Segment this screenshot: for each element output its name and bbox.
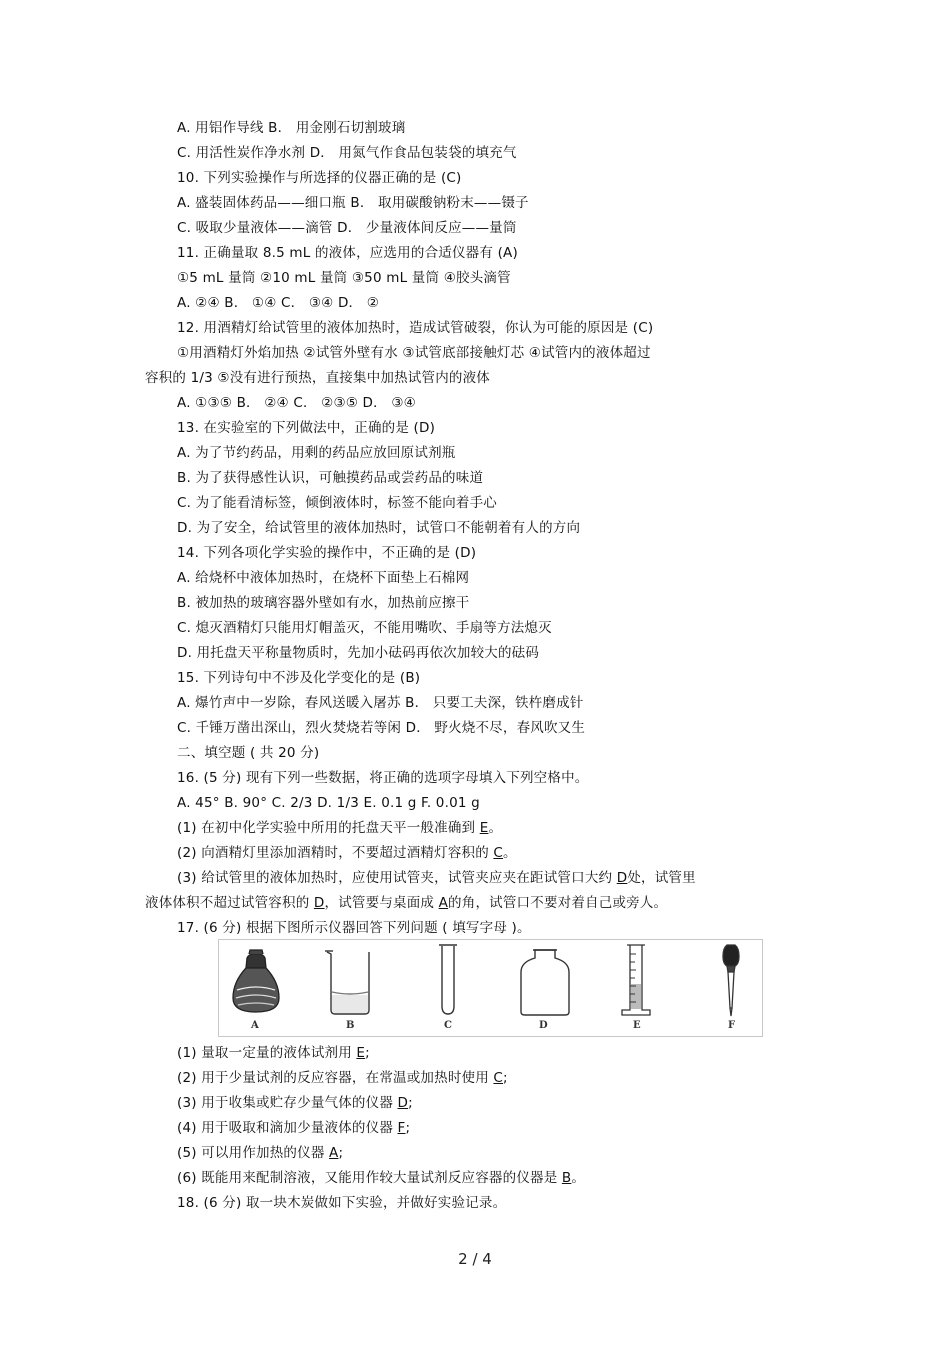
text-segment: 11. 正确量取 8.5 mL 的液体，应选用的合适仪器有 (A) [177, 245, 518, 261]
text-line [177, 792, 480, 814]
text-line [177, 1192, 506, 1214]
text-segment: (6) 既能用来配制溶液，又能用作较大量试剂反应容器的仪器是 [177, 1170, 562, 1186]
answer-blank: D [397, 1095, 409, 1111]
text-segment: 13. 在实验室的下列做法中，正确的是 (D) [177, 420, 436, 436]
text-line [177, 717, 585, 739]
text-segment: A. 45° B. 90° C. 2/3 D. 1/3 E. 0.1 g F. 0.01 g [177, 795, 480, 811]
text-segment: A. ①③⑤ B． ②④ C． ②③⑤ D． ③④ [177, 395, 416, 411]
text-line [177, 467, 483, 489]
text-segment: A. 给烧杯中液体加热时，在烧杯下面垫上石棉网 [177, 570, 470, 586]
figure-label-b: B [346, 1020, 355, 1031]
text-line [177, 1092, 413, 1114]
text-segment: 。 [503, 845, 517, 861]
text-line [177, 1117, 410, 1139]
text-line [177, 842, 517, 864]
text-line [177, 567, 469, 589]
text-line [177, 1167, 585, 1189]
text-segment: B. 为了获得感性认识，可触摸药品或尝药品的味道 [177, 470, 484, 486]
text-segment: 液体体积不超过试管容积的 [145, 895, 314, 911]
text-segment: C. 为了能看清标签，倾倒液体时，标签不能向着手心 [177, 495, 498, 511]
text-segment: C. 用活性炭作净水剂 D． 用氮气作食品包装袋的填充气 [177, 145, 517, 161]
text-line [177, 167, 462, 189]
text-line [177, 617, 552, 639]
test-tube-icon [439, 945, 457, 1014]
text-line [177, 517, 580, 539]
text-line [177, 117, 405, 139]
apparatus-drawing [219, 940, 762, 1036]
text-segment: 二、填空题 ( 共 20 分) [177, 745, 320, 761]
figure-label-e: E [633, 1020, 641, 1031]
text-segment: A. 爆竹声中一岁除，春风送暖入屠苏 B． 只要工夫深，铁杵磨成针 [177, 695, 584, 711]
text-line [177, 1067, 508, 1089]
answer-blank: E [356, 1045, 366, 1061]
text-segment: 。 [571, 1170, 586, 1186]
text-line [177, 742, 319, 764]
text-segment: ; [408, 1095, 413, 1111]
text-segment: A. 盛装固体药品——细口瓶 B． 取用碳酸钠粉末——镊子 [177, 195, 529, 211]
text-line [177, 1042, 370, 1064]
text-segment: 容积的 1/3 ⑤没有进行预热，直接集中加热试管内的液体 [145, 370, 491, 386]
text-segment: ①5 mL 量筒 ②10 mL 量筒 ③50 mL 量筒 ④胶头滴管 [177, 270, 511, 286]
text-line [177, 592, 469, 614]
figure-label-c: C [444, 1020, 452, 1031]
text-line [145, 892, 667, 914]
text-segment: C. 吸取少量液体——滴管 D． 少量液体间反应——量筒 [177, 220, 517, 236]
text-segment: ; [365, 1045, 370, 1061]
text-segment: 的角，试管口不要对着自己或旁人。 [448, 895, 668, 911]
text-segment: (2) 用于少量试剂的反应容器，在常温或加热时使用 [177, 1070, 494, 1086]
text-segment: 17. (6 分) 根据下图所示仪器回答下列问题 ( 填写字母 )。 [177, 920, 531, 936]
text-segment: (5) 可以用作加热的仪器 [177, 1145, 330, 1161]
text-segment: (3) 给试管里的液体加热时，应使用试管夹，试管夹应夹在距试管口大约 [177, 870, 617, 886]
text-segment: C. 千锤万凿出深山，烈火焚烧若等闲 D． 野火烧不尽，春风吹又生 [177, 720, 586, 736]
text-segment: A. 用铝作导线 B． 用金刚石切割玻璃 [177, 120, 406, 136]
figure-label-f: F [728, 1020, 736, 1031]
text-line [177, 267, 511, 289]
text-line [177, 292, 379, 314]
text-line [177, 642, 539, 664]
text-segment: ; [338, 1145, 344, 1161]
answer-blank: A [438, 895, 449, 911]
text-segment: ; [405, 1120, 411, 1136]
beaker-icon [325, 951, 369, 1014]
text-line [177, 242, 518, 264]
answer-blank: C [493, 1070, 504, 1086]
text-segment: 18. (6 分) 取一块木炭做如下实验，并做好实验记录。 [177, 1195, 507, 1211]
answer-blank: F [397, 1120, 406, 1136]
answer-blank: D [616, 870, 628, 886]
text-line [177, 442, 455, 464]
text-segment: D. 用托盘天平称量物质时，先加小砝码再依次加较大的砝码 [177, 645, 540, 661]
text-line [177, 342, 651, 364]
answer-blank: D [313, 895, 325, 911]
text-line [177, 917, 531, 939]
answer-blank: A [329, 1145, 339, 1161]
text-segment: (2) 向酒精灯里添加酒精时，不要超过酒精灯容积的 [177, 845, 494, 861]
text-segment: 15. 下列诗句中不涉及化学变化的是 (B) [177, 670, 421, 686]
text-segment: 14. 下列各项化学实验的操作中，不正确的是 (D) [177, 545, 477, 561]
text-segment: (1) 量取一定量的液体试剂用 [177, 1045, 357, 1061]
text-segment: 处，试管里 [627, 870, 696, 886]
text-line [177, 867, 696, 889]
text-segment: (4) 用于吸取和滴加少量液体的仪器 [177, 1120, 398, 1136]
text-segment: 10. 下列实验操作与所选择的仪器正确的是 (C) [177, 170, 462, 186]
text-segment: 12. 用酒精灯给试管里的液体加热时，造成试管破裂，你认为可能的原因是 (C) [177, 320, 654, 336]
text-line [177, 192, 529, 214]
text-segment: (1) 在初中化学实验中所用的托盘天平一般准确到 [177, 820, 480, 836]
text-line [177, 667, 420, 689]
text-line [177, 542, 476, 564]
figure-label-d: D [539, 1020, 548, 1031]
page-number: 2 / 4 [458, 1250, 492, 1268]
text-line [177, 317, 653, 339]
figure-label-a: A [251, 1020, 259, 1031]
text-segment: ，试管要与桌面成 [324, 895, 439, 911]
text-line [177, 142, 517, 164]
answer-blank: C [493, 845, 504, 861]
answer-blank: E [479, 820, 489, 836]
text-segment: D. 为了安全，给试管里的液体加热时，试管口不能朝着有人的方向 [177, 520, 581, 536]
answer-blank: B [561, 1170, 572, 1186]
text-segment: A. ②④ B． ①④ C． ③④ D． ② [177, 295, 380, 311]
text-segment: B. 被加热的玻璃容器外壁如有水，加热前应擦干 [177, 595, 470, 611]
text-segment: 16. (5 分) 现有下列一些数据，将正确的选项字母填入下列空格中。 [177, 770, 589, 786]
text-segment: (3) 用于收集或贮存少量气体的仪器 [177, 1095, 398, 1111]
text-segment: ①用酒精灯外焰加热 ②试管外壁有水 ③试管底部接触灯芯 ④试管内的液体超过 [177, 345, 651, 361]
text-line [177, 417, 435, 439]
alcohol-lamp-icon [233, 950, 279, 1012]
text-segment: 。 [488, 820, 503, 836]
text-line [177, 692, 584, 714]
gas-bottle-icon [521, 950, 569, 1015]
graduated-cylinder-icon [622, 945, 650, 1015]
text-segment: A. 为了节约药品，用剩的药品应放回原试剂瓶 [177, 445, 456, 461]
text-line [177, 392, 416, 414]
text-segment: ; [503, 1070, 508, 1086]
text-line [177, 817, 502, 839]
text-line [177, 767, 588, 789]
text-segment: C. 熄灭酒精灯只能用灯帽盖灭，不能用嘴吹、手扇等方法熄灭 [177, 620, 552, 636]
text-line [177, 1142, 343, 1164]
text-line [177, 492, 497, 514]
text-line [177, 217, 517, 239]
text-line [145, 367, 490, 389]
dropper-icon [723, 945, 739, 1016]
apparatus-figure [218, 939, 763, 1037]
